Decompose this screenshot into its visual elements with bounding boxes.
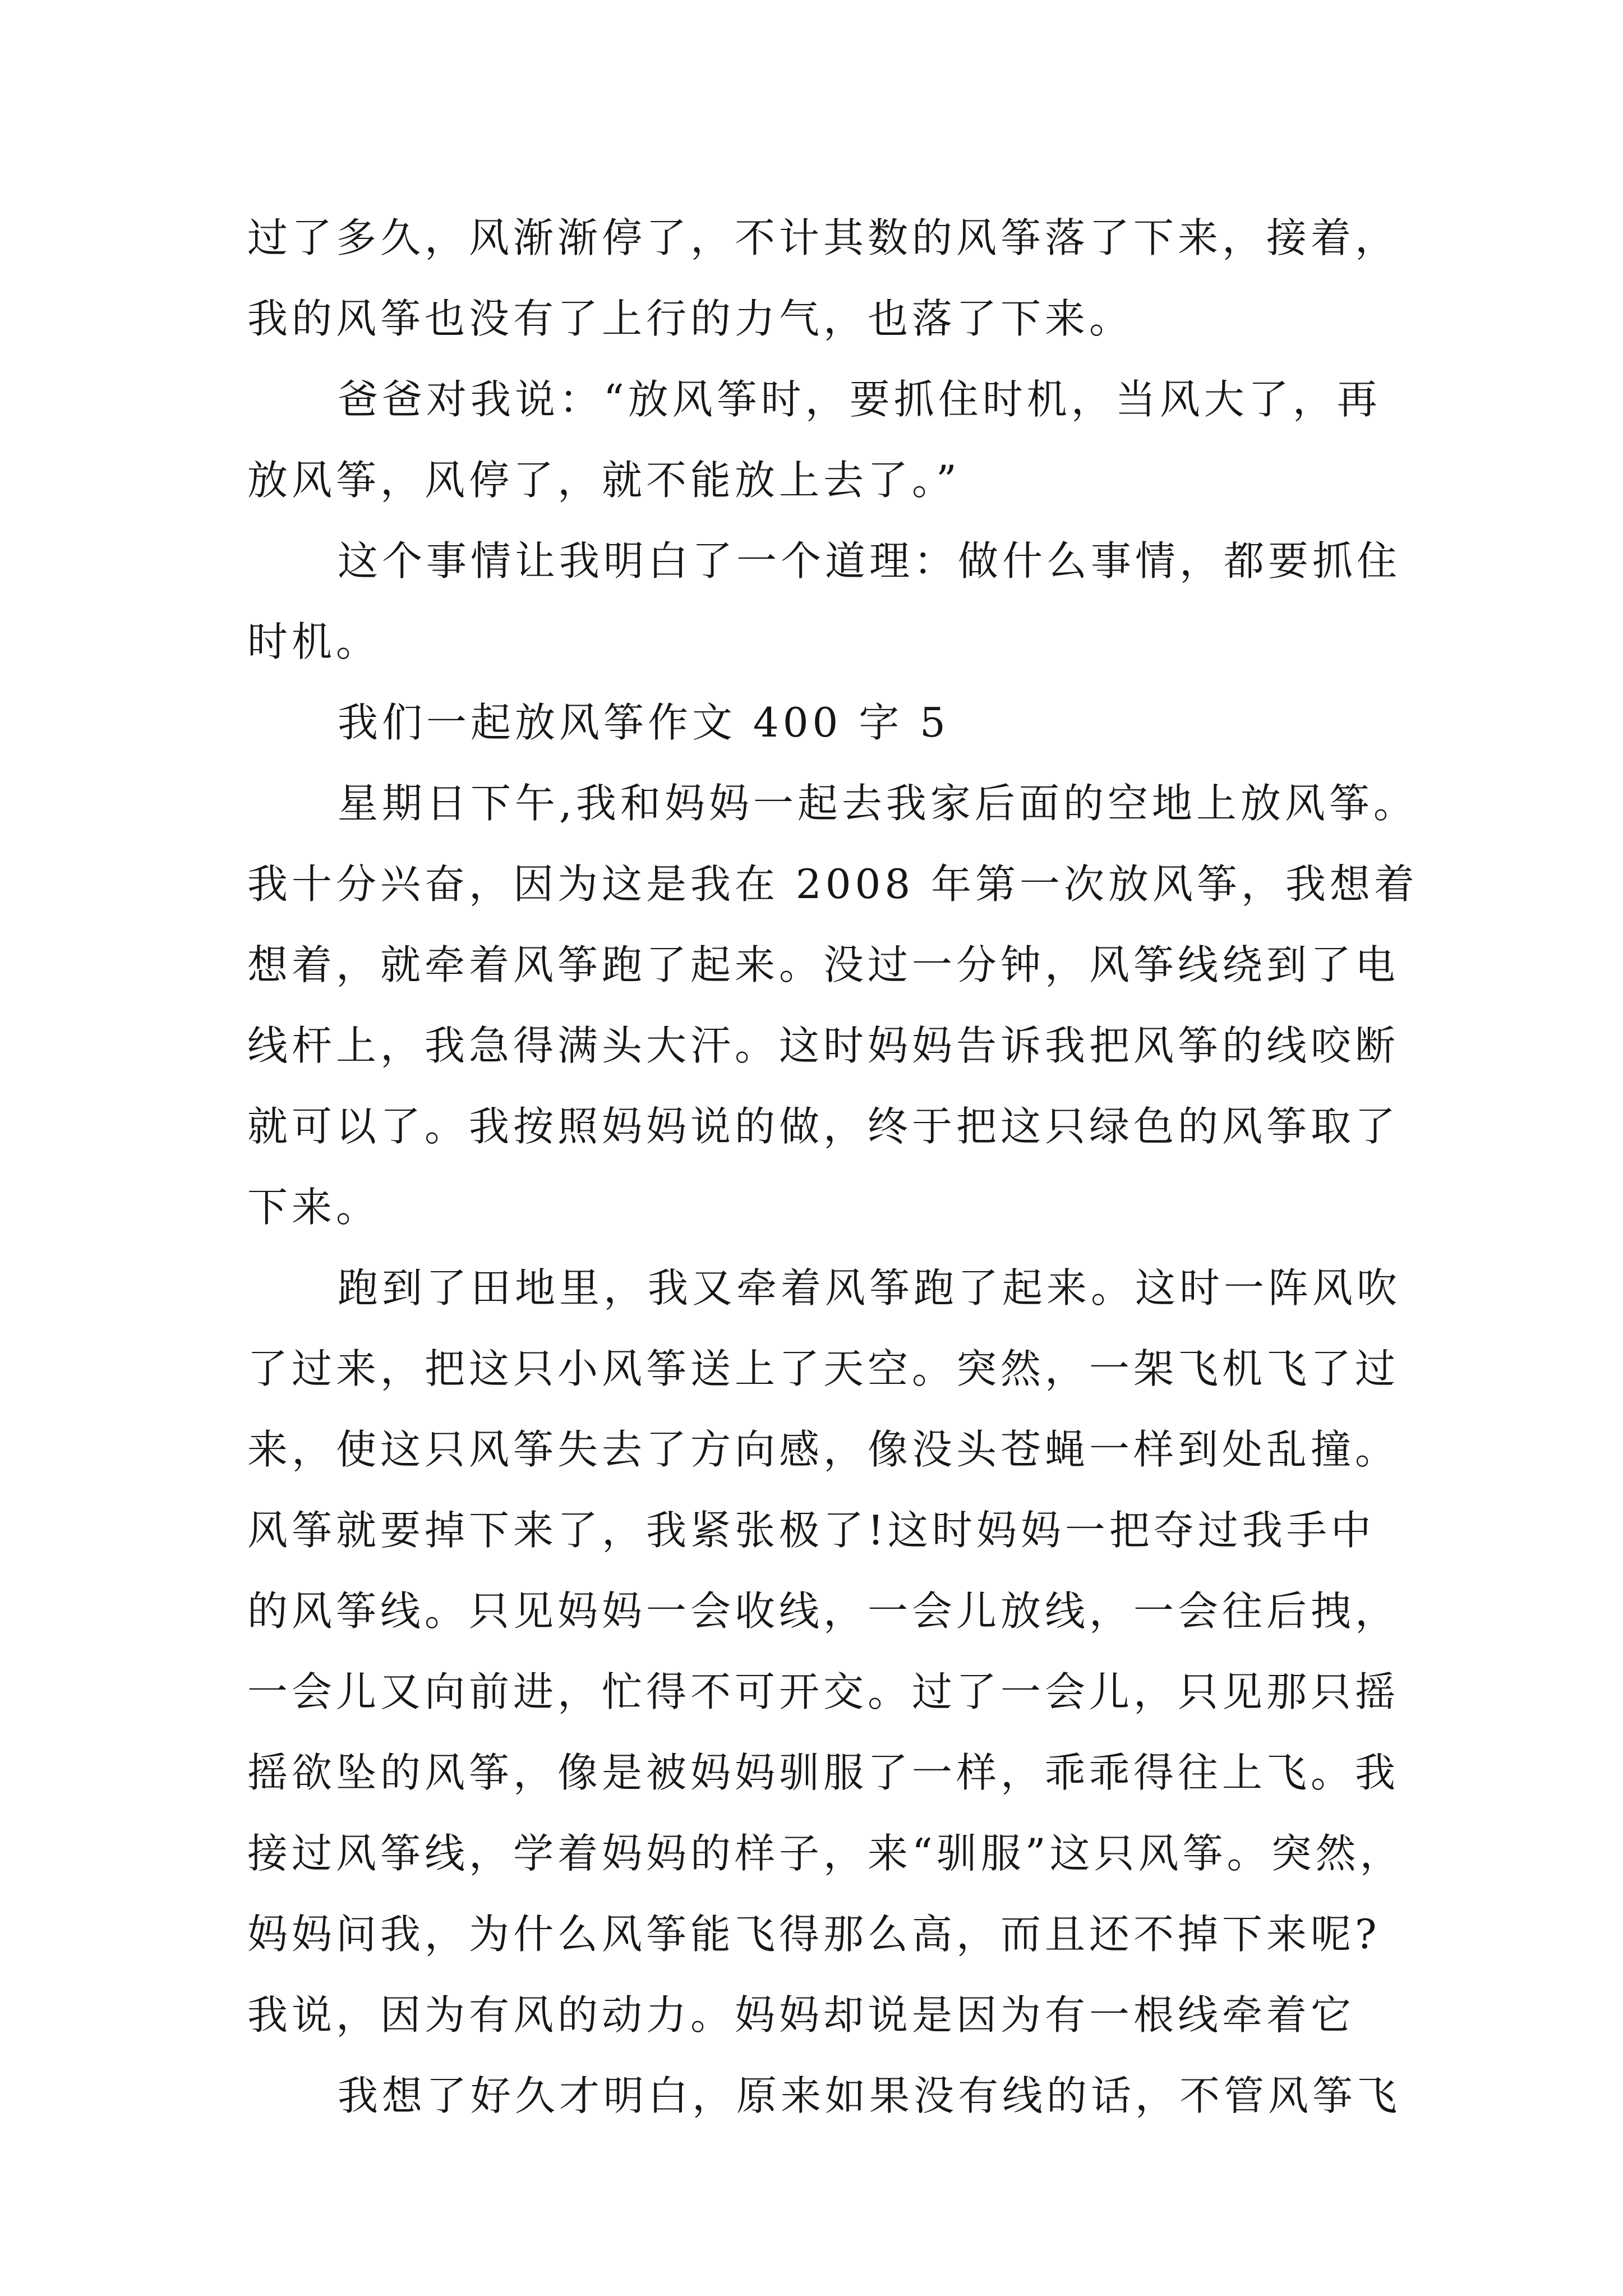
text-line: 星期日下午,我和妈妈一起去我家后面的空地上放风筝。 [338,780,1418,827]
text-line: 的风筝线。只见妈妈一会收线，一会儿放线，一会往后拽， [247,1588,1400,1635]
text-line: 过了多久，风渐渐停了，不计其数的风筝落了下来，接着， [247,214,1400,261]
text-line: 一会儿又向前进，忙得不可开交。过了一会儿，只见那只摇 [247,1668,1400,1715]
text-line: 我说，因为有风的动力。妈妈却说是因为有一根线牵着它 [247,1991,1355,2039]
text-line: 摇欲坠的风筝，像是被妈妈驯服了一样，乖乖得往上飞。我 [247,1749,1400,1796]
text-line: 妈妈问我，为什么风筝能飞得那么高，而且还不掉下来呢? [247,1911,1381,1958]
text-line: 就可以了。我按照妈妈说的做，终于把这只绿色的风筝取了 [247,1103,1400,1150]
text-line: 我十分兴奋，因为这是我在 2008 年第一次放风筝，我想着 [247,861,1419,908]
section-heading: 我们一起放风筝作文 400 字 5 [338,699,949,746]
text-line: 线杆上，我急得满头大汗。这时妈妈告诉我把风筝的线咬断 [247,1022,1400,1069]
text-line: 我的风筝也没有了上行的力气，也落了下来。 [247,295,1134,342]
text-line: 风筝就要掉下来了，我紧张极了!这时妈妈一把夺过我手中 [247,1507,1375,1554]
text-line: 爸爸对我说：“放风筝时，要抓住时机，当风大了，再 [338,376,1381,423]
text-line: 下来。 [247,1184,381,1231]
text-line: 来，使这只风筝失去了方向感，像没头苍蝇一样到处乱撞。 [247,1426,1400,1473]
text-line: 了过来，把这只小风筝送上了天空。突然，一架飞机飞了过 [247,1345,1400,1392]
text-line: 跑到了田地里，我又牵着风筝跑了起来。这时一阵风吹 [338,1264,1401,1312]
text-line: 想着，就牵着风筝跑了起来。没过一分钟，风筝线绕到了电 [247,941,1400,988]
text-line: 接过风筝线，学着妈妈的样子，来“驯服”这只风筝。突然， [247,1830,1404,1877]
text-line: 我想了好久才明白，原来如果没有线的话，不管风筝飞 [338,2072,1401,2119]
text-line: 放风筝，风停了，就不能放上去了。” [247,457,961,504]
text-line: 时机。 [247,618,381,665]
text-line: 这个事情让我明白了一个道理：做什么事情，都要抓住 [338,537,1401,585]
